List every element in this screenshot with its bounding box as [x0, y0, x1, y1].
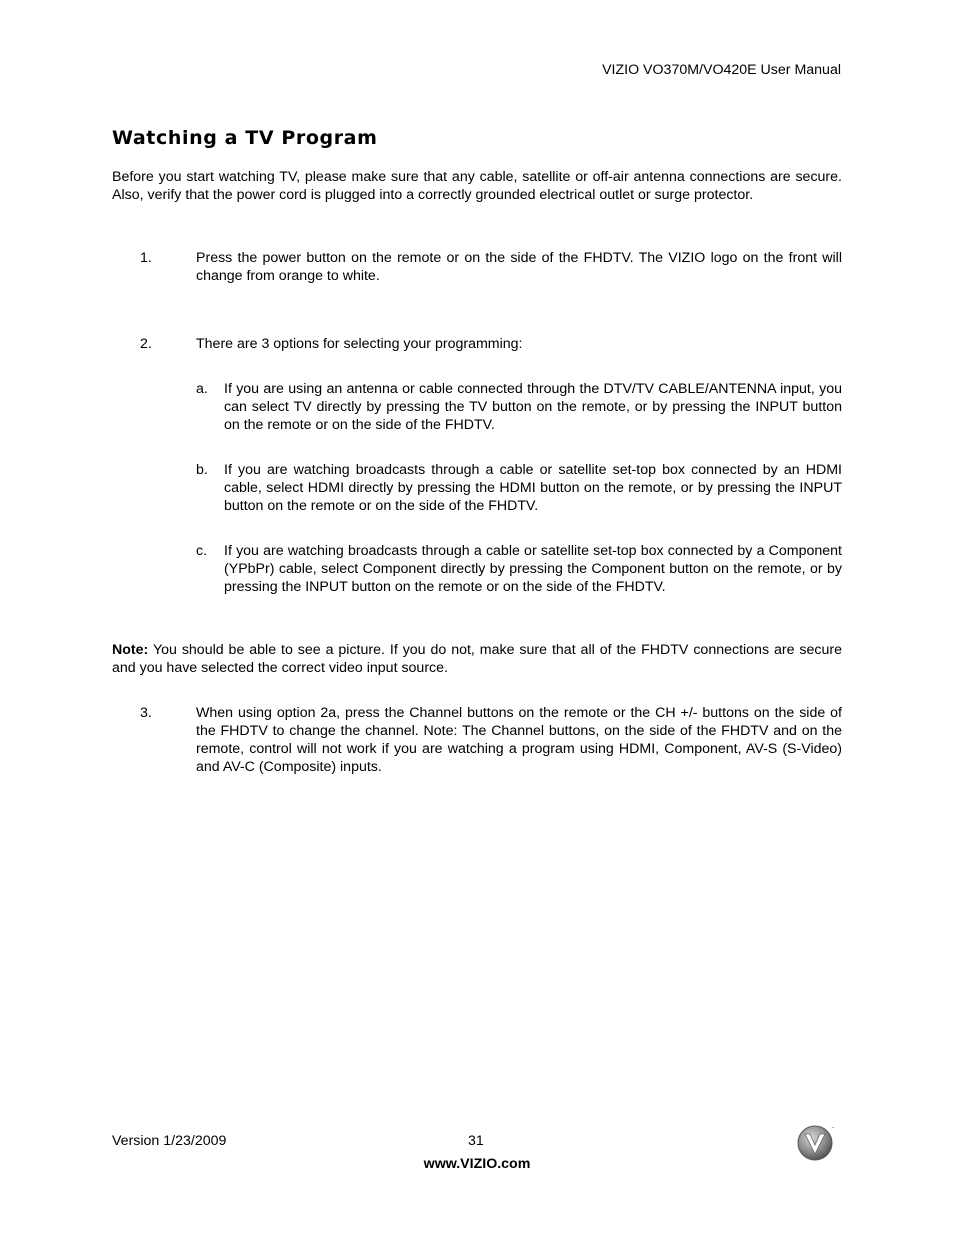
svg-text:™: ™ — [831, 1126, 835, 1131]
option-text: If you are watching broadcasts through a cable or satellite set-top box connected by a Component (YPbPr) cable, select Component directly by pressing the Component button on the remote, or by pressing the INPUT button on the remote or on the side of the FHDTV. — [224, 543, 842, 595]
option-text: If you are watching broadcasts through a cable or satellite set-top box connected by an HDMI cable, select HDMI directly by pressing the HDMI button on the remote, or by pressing the INPUT button on the remote or on the side of the FHDTV. — [224, 462, 842, 514]
section-title: Watching a TV Program — [112, 127, 378, 149]
footer-version: Version 1/23/2009 — [112, 1133, 227, 1149]
option-letter: a. — [196, 381, 208, 397]
vizio-logo — [796, 1123, 836, 1163]
step-text: When using option 2a, press the Channel buttons on the remote or the CH +/- buttons on the side of the FHDTV to change the channel. Note: The Channel buttons, on the side of the FHDTV and on the remote, control will not work if you are watching a program using HDMI, Component, AV-S (S-Video) and AV-C (Composite) inputs. — [196, 705, 842, 775]
option-letter: c. — [196, 543, 208, 559]
step-number: 3. — [140, 705, 152, 721]
footer-url: www.VIZIO.com — [423, 1156, 531, 1172]
step-number: 2. — [140, 336, 152, 352]
vizio-logo-icon — [796, 1123, 836, 1163]
note-paragraph — [112, 641, 842, 677]
step-text: There are 3 options for selecting your programming: — [196, 336, 523, 352]
note-text: You should be able to see a picture. If you do not, make sure that all of the FHDTV connections are secure and you have selected the correct video input source. — [112, 642, 842, 676]
page-number: 31 — [468, 1133, 484, 1149]
option-text: If you are using an antenna or cable connected through the DTV/TV CABLE/ANTENNA input, you can select TV directly by pressing the TV button on the remote, or by pressing the INPUT button on the remote or on the side of the FHDTV. — [224, 381, 842, 433]
note-label: Note: — [112, 642, 149, 658]
option-letter: b. — [196, 462, 208, 478]
manual-title-header: VIZIO VO370M/VO420E User Manual — [602, 62, 841, 78]
step-text: Press the power button on the remote or on the side of the FHDTV. The VIZIO logo on the front will change from orange to white. — [196, 250, 842, 284]
step-number: 1. — [140, 250, 152, 266]
intro-paragraph: Before you start watching TV, please make sure that any cable, satellite or off-air antenna connections are secure. Also, verify that the power cord is plugged into a correctly grounded electrical outlet or surge protector. — [112, 169, 842, 203]
